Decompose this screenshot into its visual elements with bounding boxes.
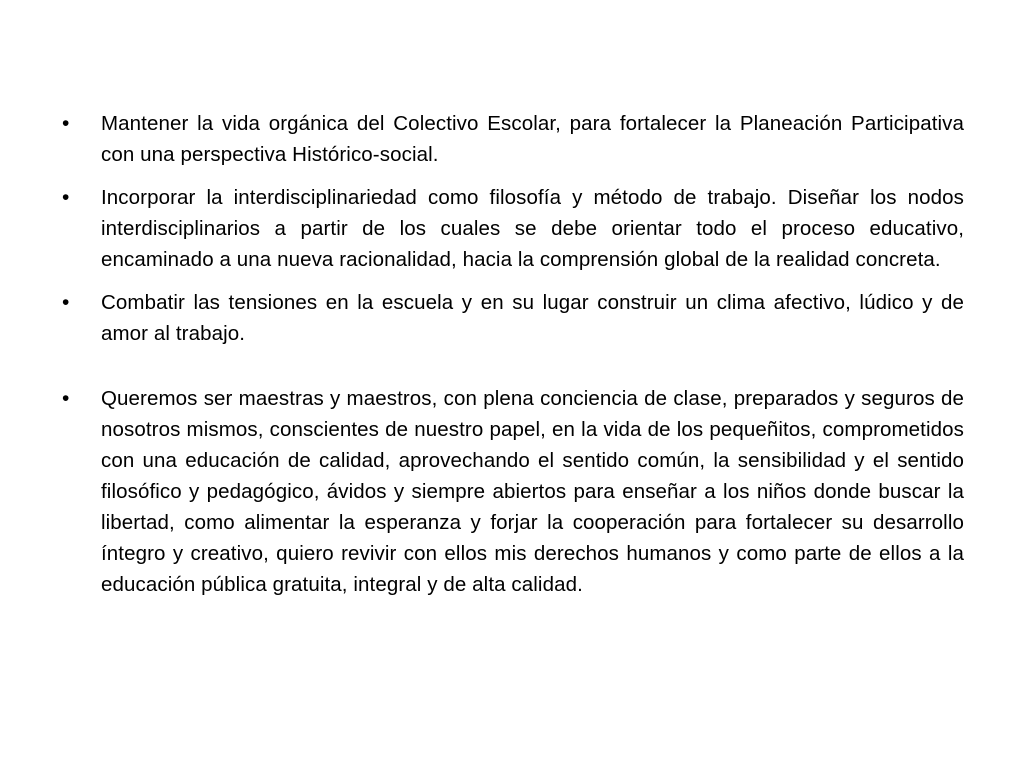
list-item [60, 108, 964, 170]
bullet-icon: • [62, 387, 70, 410]
bullet-text: Queremos ser maestras y maestros, con plena conciencia de clase, preparados y seguros de nosotros mismos, conscientes de nuestro papel, en la vida de los pequeñitos, comprometidos con una educación de calidad, aprovechando el sentido común, la sensibilidad y el sentido filosófico y pedagógico, ávidos y siempre abiertos para enseñar a los niños donde buscar la libertad, como alimentar la esperanza y forjar la cooperación para fortalecer su desarrollo íntegro y creativo, quiero revivir con ellos mis derechos humanos y como parte de ellos a la educación pública gratuita, integral y de alta calidad. [101, 387, 964, 596]
bullet-icon: • [62, 291, 70, 314]
bullet-list [60, 108, 964, 612]
list-item [60, 182, 964, 275]
bullet-text: Combatir las tensiones en la escuela y en su lugar construir un clima afectivo, lúdico y de amor al trabajo. [101, 291, 964, 345]
list-item [60, 287, 964, 349]
bullet-text: Incorporar la interdisciplinariedad como filosofía y método de trabajo. Diseñar los nodos interdisciplinarios a partir de los cuales se debe orientar todo el proceso educativo, encaminado a una nueva racionalidad, hacia la comprensión global de la realidad concreta. [101, 186, 964, 271]
bullet-icon: • [62, 112, 70, 135]
list-item [60, 383, 964, 600]
bullet-text: Mantener la vida orgánica del Colectivo Escolar, para fortalecer la Planeación Participativa con una perspectiva Histórico-social. [101, 112, 964, 166]
bullet-icon: • [62, 186, 70, 209]
